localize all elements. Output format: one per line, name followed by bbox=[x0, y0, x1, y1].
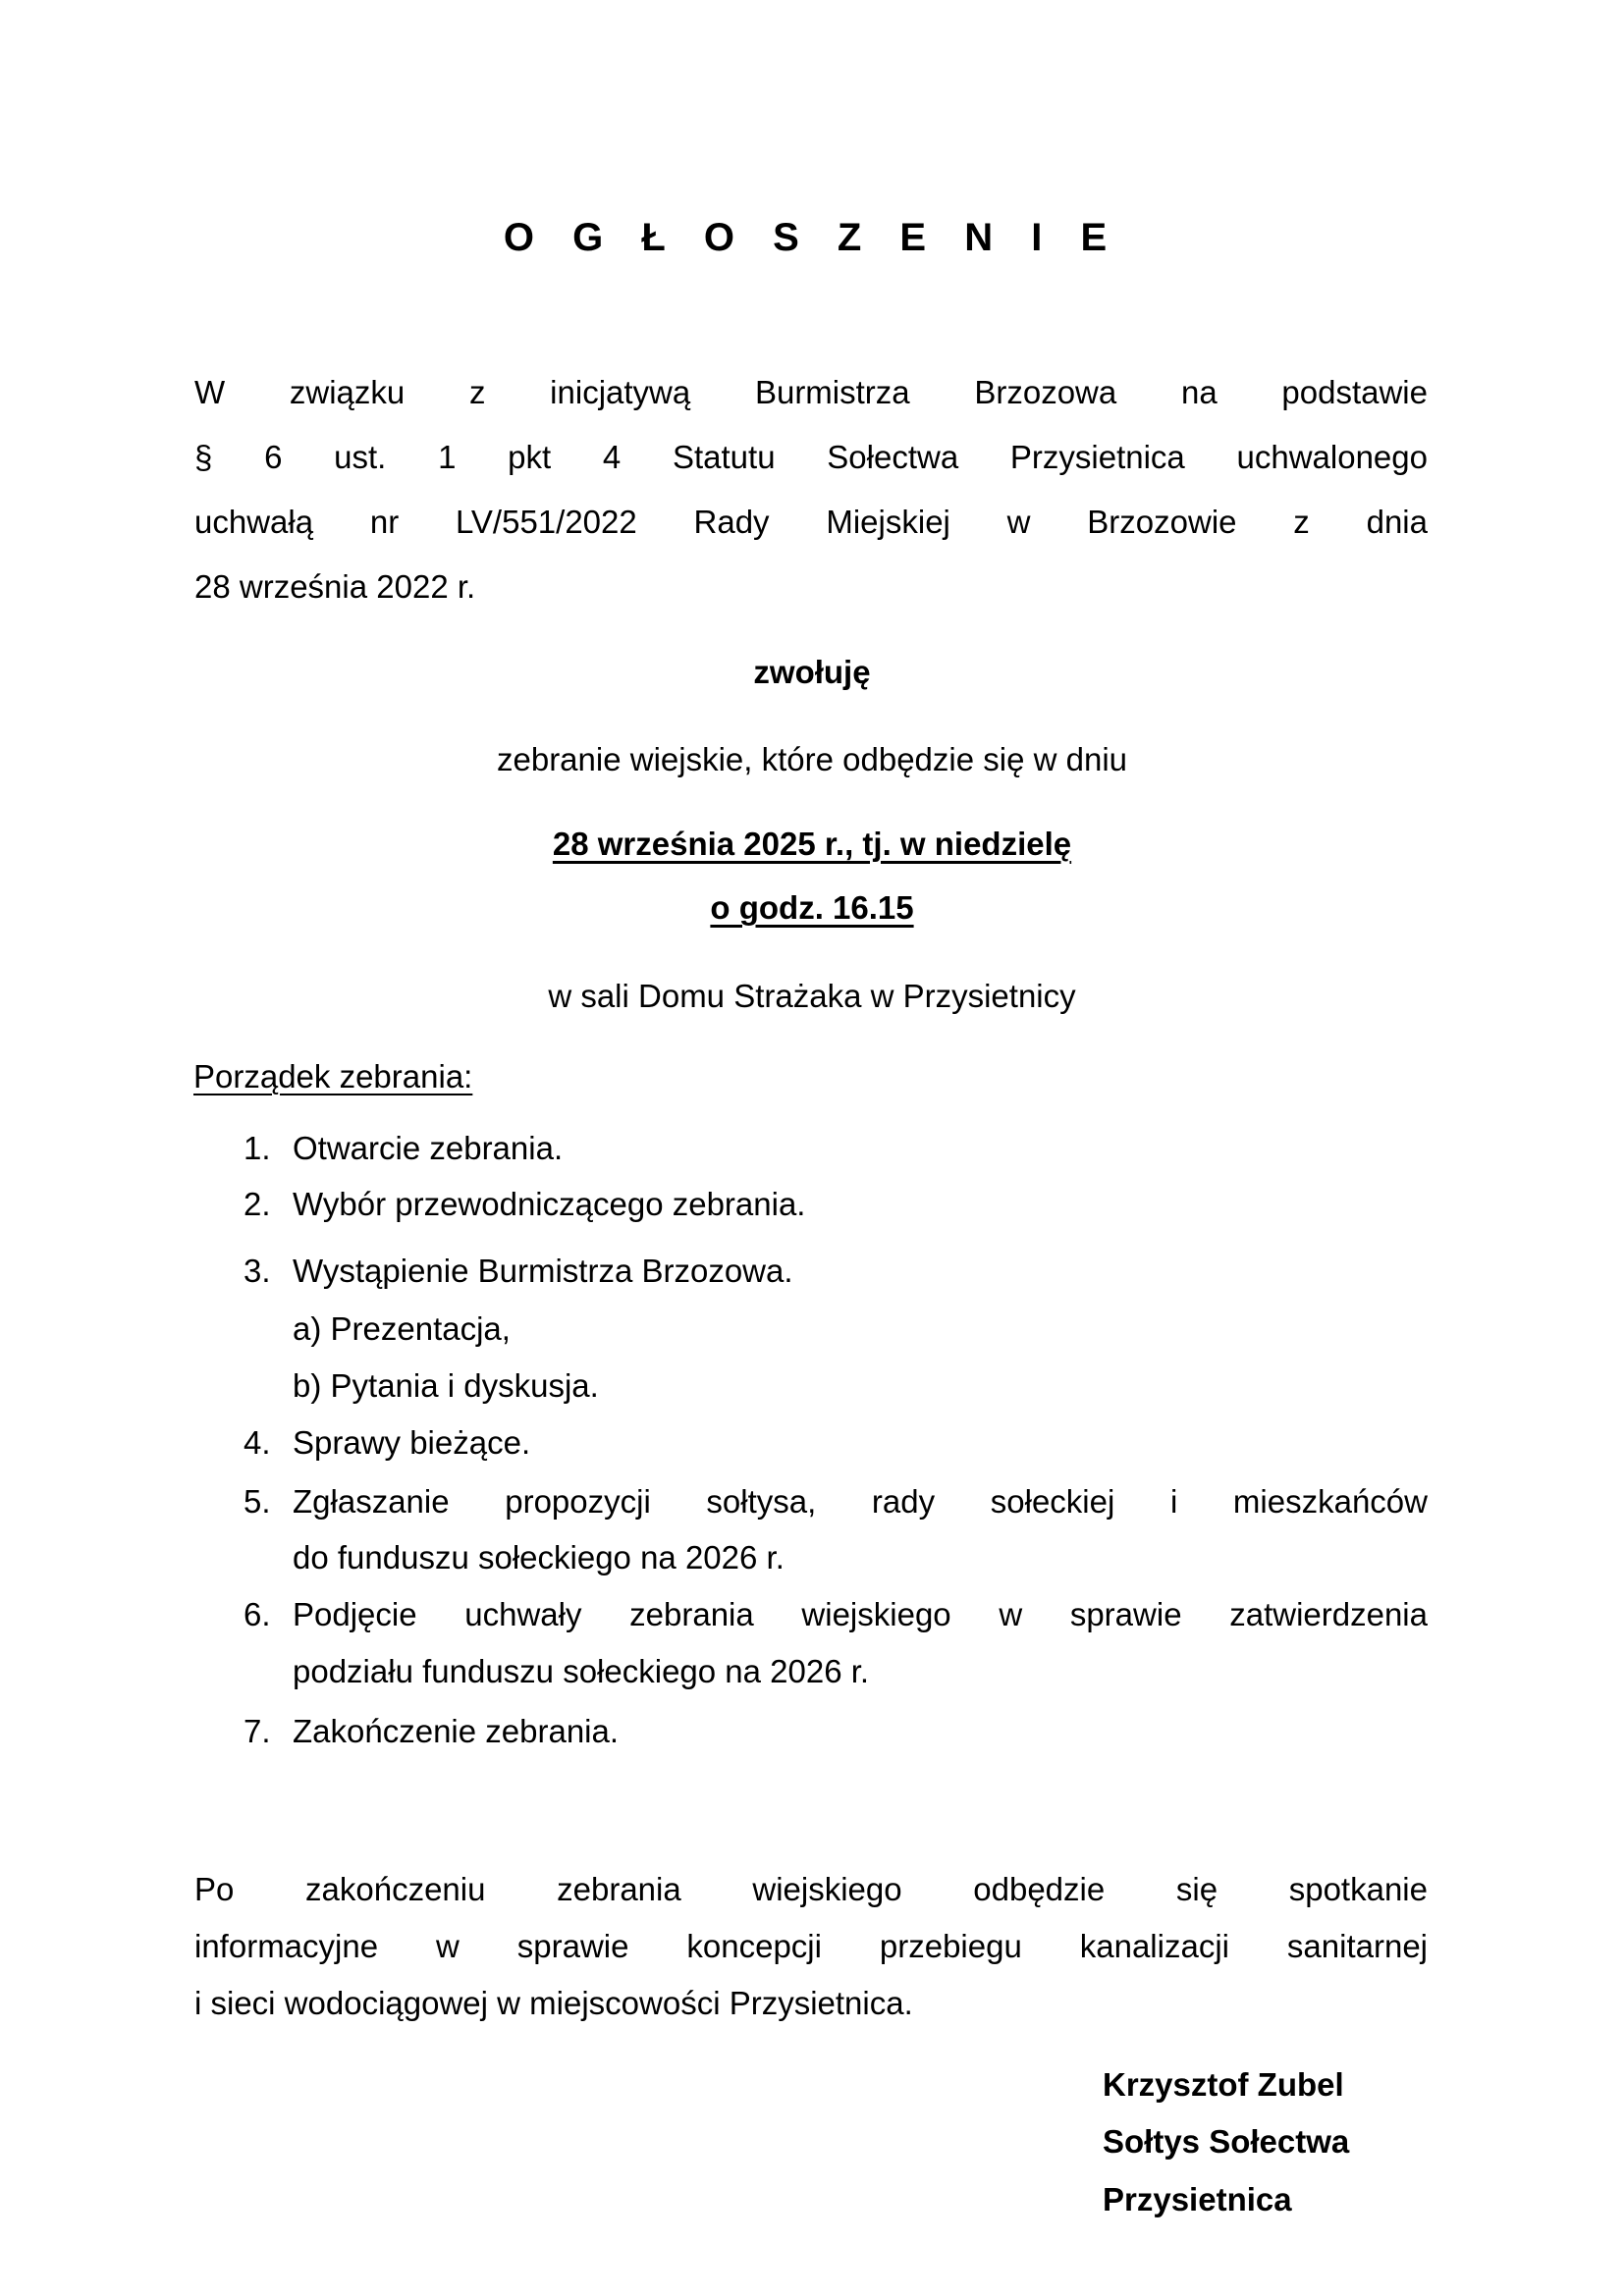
agenda-item-number: 5. bbox=[244, 1483, 271, 1520]
closing-line: informacyjne w sprawie koncepcji przebiegu kanalizacji sanitarnej bbox=[194, 1928, 1428, 1964]
agenda-item-text: Otwarcie zebrania. bbox=[293, 1130, 564, 1166]
agenda-item-text: Wystąpienie Burmistrza Brzozowa. bbox=[293, 1253, 793, 1289]
meeting-date bbox=[0, 828, 1624, 860]
agenda-item-number: 1. bbox=[244, 1130, 271, 1166]
signature-name: Krzysztof Zubel bbox=[1103, 2066, 1344, 2103]
meeting-time bbox=[0, 891, 1624, 924]
agenda-item-text: Podjęcie uchwały zebrania wiejskiego w sprawie zatwierdzenia bbox=[293, 1596, 1428, 1632]
agenda-heading-text: Porządek zebrania: bbox=[193, 1058, 473, 1095]
agenda-item-text: Wybór przewodniczącego zebrania. bbox=[293, 1186, 806, 1222]
signature-role: Sołtys Sołectwa bbox=[1103, 2123, 1350, 2160]
meeting-description: zebranie wiejskie, które odbędzie się w dniu bbox=[496, 741, 1128, 777]
closing-line: Po zakończeniu zebrania wiejskiego odbędzie się spotkanie bbox=[194, 1871, 1428, 1907]
document-title: O G Ł O S Z E N I E bbox=[503, 216, 1121, 259]
closing-line: i sieci wodociągowej w miejscowości Przysietnica. bbox=[194, 1985, 913, 2021]
convene-word: zwołuję bbox=[753, 654, 871, 690]
agenda-subitem: b) Pytania i dyskusja. bbox=[293, 1367, 599, 1404]
agenda-item-text: Zakończenie zebrania. bbox=[293, 1713, 620, 1749]
agenda-item-text: Sprawy bieżące. bbox=[293, 1424, 531, 1461]
agenda-item-text-continued: podziału funduszu sołeckiego na 2026 r. bbox=[293, 1653, 870, 1689]
meeting-venue: w sali Domu Strażaka w Przysietnicy bbox=[548, 978, 1076, 1014]
intro-line: 28 września 2022 r. bbox=[194, 568, 476, 605]
agenda-heading bbox=[193, 1060, 472, 1093]
signature-place: Przysietnica bbox=[1103, 2181, 1292, 2217]
agenda-item-text: Zgłaszanie propozycji sołtysa, rady sołeckiej i mieszkańców bbox=[293, 1483, 1428, 1520]
agenda-item-number: 3. bbox=[244, 1253, 271, 1289]
agenda-item-number: 4. bbox=[244, 1424, 271, 1461]
intro-line: W związku z inicjatywą Burmistrza Brzozowa na podstawie bbox=[194, 374, 1428, 410]
agenda-item-number: 7. bbox=[244, 1713, 271, 1749]
intro-line: uchwałą nr LV/551/2022 Rady Miejskiej w Brzozowie z dnia bbox=[194, 504, 1428, 540]
agenda-item-number: 6. bbox=[244, 1596, 271, 1632]
meeting-date-text: 28 września 2025 r., tj. w niedzielę bbox=[552, 826, 1072, 862]
meeting-time-text: o godz. 16.15 bbox=[710, 889, 914, 926]
intro-line: § 6 ust. 1 pkt 4 Statutu Sołectwa Przysietnica uchwalonego bbox=[194, 439, 1428, 475]
agenda-item-number: 2. bbox=[244, 1186, 271, 1222]
agenda-subitem: a) Prezentacja, bbox=[293, 1310, 511, 1347]
agenda-item-text-continued: do funduszu sołeckiego na 2026 r. bbox=[293, 1539, 785, 1575]
